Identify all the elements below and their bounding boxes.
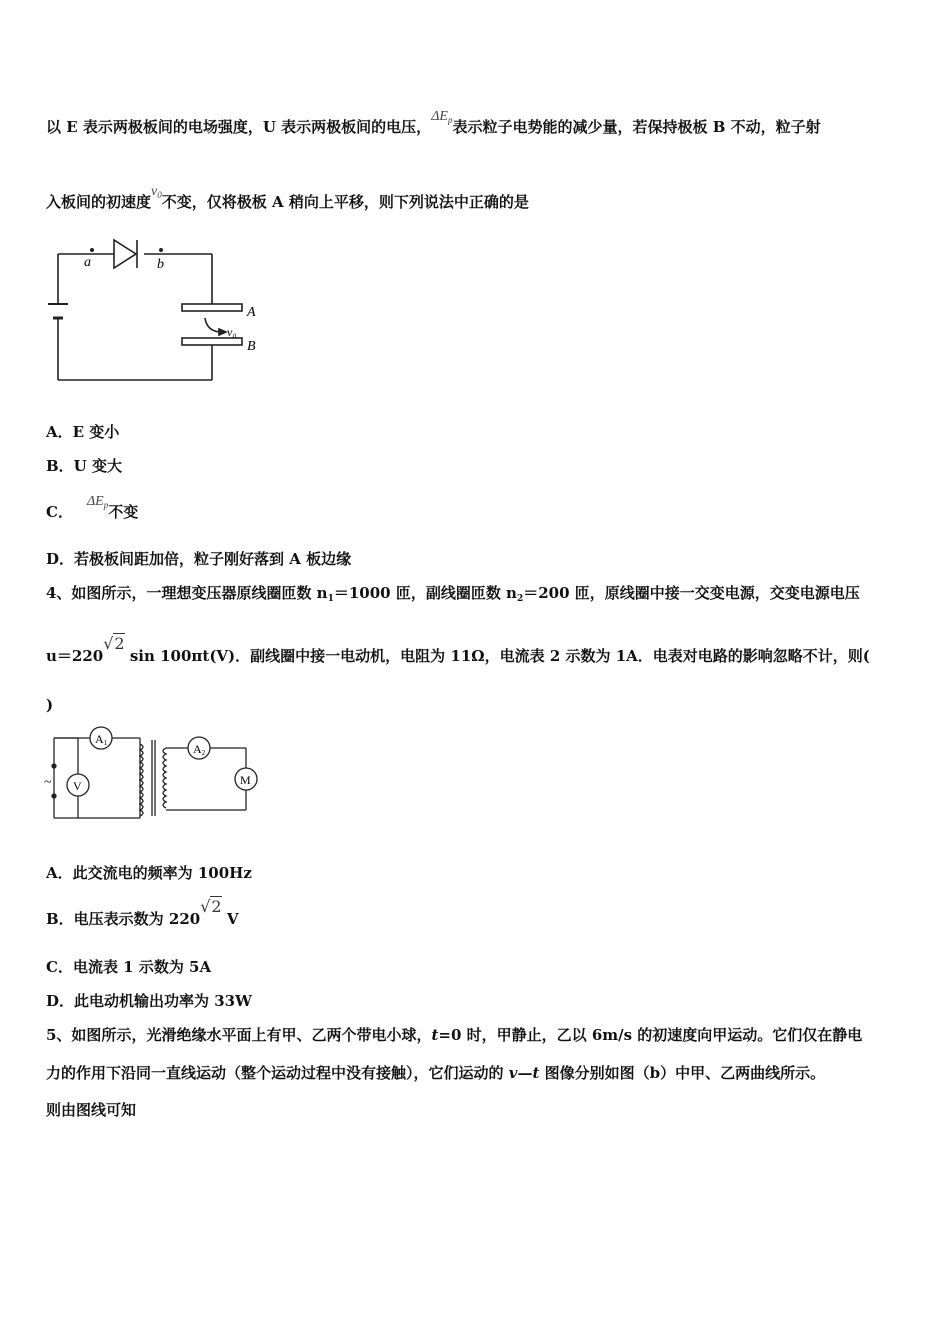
q4-stem-line-1: 4、如图所示，一理想变压器原线圈匝数 $n_1=1000$ 匝，副线圈匝数 $n_2=200$ 匝，原线圈中接一交变电源，交变电源电压 [46, 584, 860, 604]
ammeter-1-label: A1 [95, 732, 108, 747]
sqrt-symbol: √2 [103, 634, 125, 653]
q4-stem-line-2: u＝220√2 sin 100πt(V)．副线圈中接一电动机，电阻为 11Ω，电流表 2 示数为 1A．电表对电路的影响忽略不计，则( [46, 634, 870, 665]
label-a: a [84, 255, 91, 270]
q3-option-c: C．$\Delta E_p$不变 [46, 494, 139, 521]
q3-text: 入板间的初速度 [46, 193, 152, 211]
motor-label: M [240, 773, 251, 787]
q3-option-b: B．U 变大 [46, 457, 122, 475]
q4-option-c: C．电流表 1 示数为 5A [46, 958, 212, 976]
label-b: b [157, 257, 164, 272]
transformer-circuit-figure [44, 726, 264, 826]
capacitor-circuit-figure [44, 232, 274, 384]
q3-text: 不变，仅将极板 A 稍向上平移，则下列说法中正确的是 [161, 193, 529, 211]
label-plate-a: A [247, 305, 256, 320]
q3-option-a: A．E 变小 [46, 423, 120, 441]
q5-stem-line-3: 则由图线可知 [46, 1101, 137, 1119]
v0-symbol: $v_0$ [151, 184, 162, 200]
q3-stem-line-2 [46, 184, 529, 212]
q4-option-b: B．电压表示数为 220√2 V [46, 897, 239, 928]
q4-option-a: A．此交流电的频率为 100Hz [46, 864, 252, 882]
q4-stem-line-3: ) [46, 696, 54, 714]
q4-option-d: D．此电动机输出功率为 33W [46, 992, 252, 1010]
q5-stem-line-1: 5、如图所示，光滑绝缘水平面上有甲、乙两个带电小球，t=0 时，甲静止，乙以 6m/s 的初速度向甲运动。它们仅在静电 [46, 1026, 863, 1044]
delta-ep-symbol: $\Delta E_p$ [86, 494, 109, 510]
q3-text: 表示粒子电势能的减少量，若保持极板 B 不动，粒子射 [452, 118, 821, 136]
q5-stem-line-2: 力的作用下沿同一直线运动（整个运动过程中没有接触），它们运动的 v—t 图像分别如图（b）中甲、乙两曲线所示。 [46, 1064, 826, 1082]
label-plate-b: B [247, 339, 256, 354]
sqrt-symbol: √2 [200, 897, 222, 916]
label-v0: v₀ [227, 325, 237, 339]
ammeter-2-label: A2 [193, 742, 206, 757]
q3-option-d: D．若极板间距加倍，粒子刚好落到 A 板边缘 [46, 550, 352, 568]
voltmeter-label: V [73, 779, 82, 793]
q3-text: 以 E 表示两极板间的电场强度，U 表示两极板间的电压， [46, 118, 432, 136]
delta-ep-symbol: $\Delta E_p$ [431, 109, 453, 125]
ac-source-symbol: ~ [44, 775, 52, 790]
q3-stem-line-1 [46, 109, 821, 137]
